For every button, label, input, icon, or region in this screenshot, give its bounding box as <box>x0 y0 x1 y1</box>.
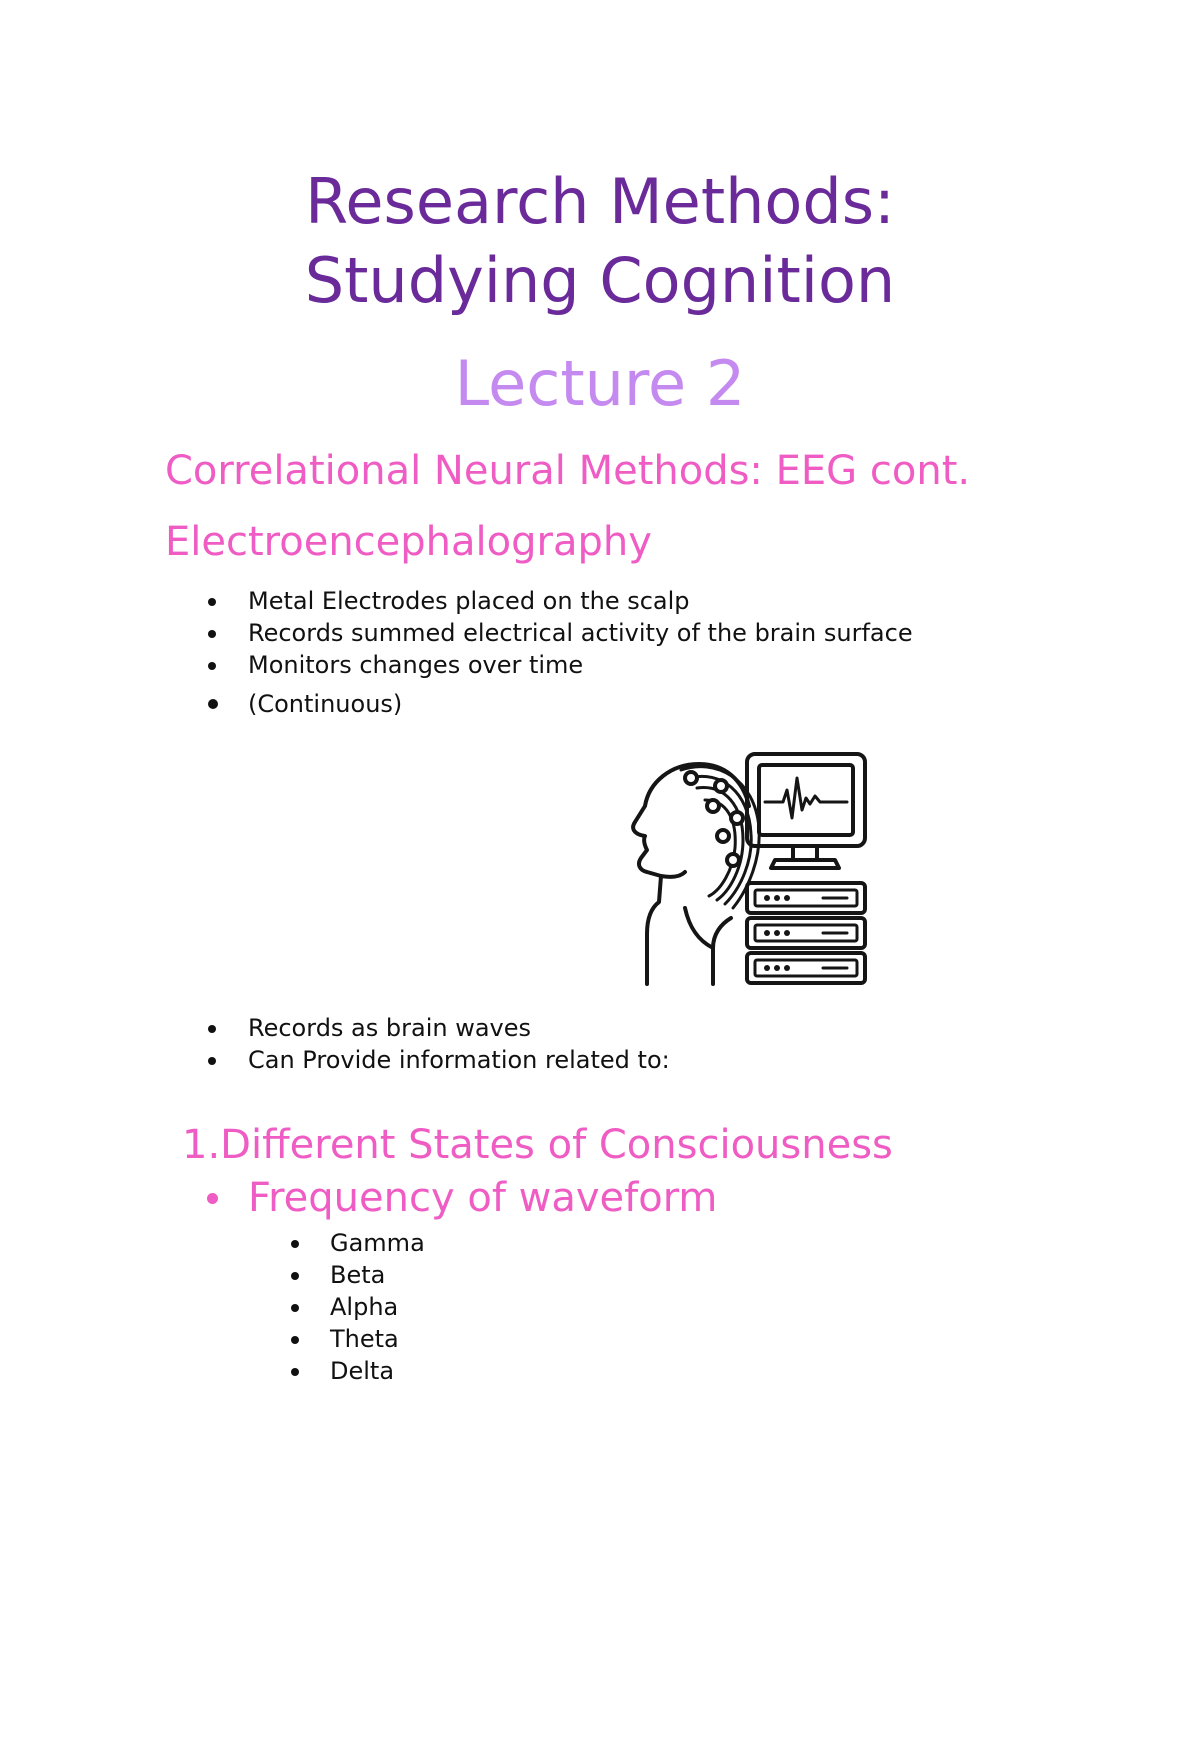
bullet-dot <box>208 699 218 709</box>
list-item <box>330 1227 425 1259</box>
list-item <box>248 649 913 681</box>
list-item-text: Records summed electrical activity of the brain surface <box>248 619 913 647</box>
bullet-dot <box>291 1240 299 1248</box>
list-item <box>330 1259 425 1291</box>
list-item-text: Theta <box>330 1325 399 1353</box>
bullet-dot <box>208 662 216 670</box>
eeg-points-list-2 <box>248 1012 670 1076</box>
list-item-text: Records as brain waves <box>248 1014 532 1042</box>
waveforms-list <box>330 1227 425 1387</box>
document-title-line1: Research Methods: <box>305 165 895 238</box>
list-item-text: Metal Electrodes placed on the scalp <box>248 587 690 615</box>
document-title-line2: Studying Cognition <box>304 244 896 317</box>
bullet-dot <box>291 1304 299 1312</box>
list-item-text: (Continuous) <box>248 690 403 718</box>
numbered-heading: 1.Different States of Consciousness <box>182 1122 893 1168</box>
list-item <box>330 1291 425 1323</box>
list-item-text: Monitors changes over time <box>248 651 584 679</box>
list-item <box>248 1044 670 1076</box>
bullet-dot <box>291 1272 299 1280</box>
bullet-dot <box>208 1057 216 1065</box>
section-heading: Correlational Neural Methods: EEG cont. <box>165 448 971 494</box>
list-item <box>248 1012 670 1044</box>
sub-heading-text: Frequency of waveform <box>248 1175 718 1221</box>
list-item <box>248 617 913 649</box>
bullet-dot <box>291 1336 299 1344</box>
bullet-dot <box>208 630 216 638</box>
bullet-dot <box>208 598 216 606</box>
list-item <box>330 1323 425 1355</box>
list-item-text: Alpha <box>330 1293 399 1321</box>
bullet-dot <box>208 1025 216 1033</box>
list-item <box>248 683 913 725</box>
bullet-dot <box>207 1193 218 1204</box>
bullet-dot <box>291 1368 299 1376</box>
list-item <box>330 1355 425 1387</box>
list-item-text: Delta <box>330 1357 395 1385</box>
list-item-text: Beta <box>330 1261 386 1289</box>
lecture-label: Lecture 2 <box>454 347 746 420</box>
sub-heading <box>248 1173 717 1223</box>
list-item-text: Can Provide information related to: <box>248 1046 670 1074</box>
list-item-text: Gamma <box>330 1229 425 1257</box>
eeg-points-list <box>248 585 913 725</box>
topic-heading: Electroencephalography <box>165 519 652 565</box>
list-item <box>248 585 913 617</box>
eeg-head-monitor-icon <box>625 748 873 988</box>
